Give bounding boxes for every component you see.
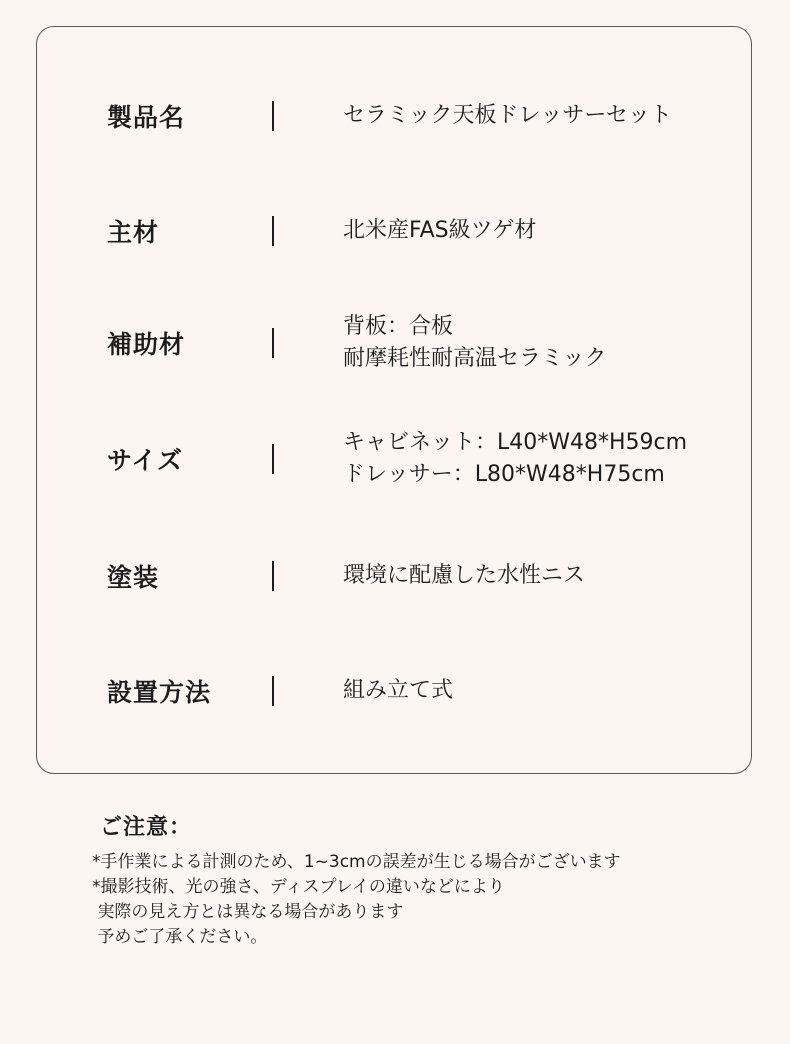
spec-label: サイズ bbox=[107, 446, 184, 475]
spec-value-line: 組み立て式 bbox=[343, 678, 454, 703]
spec-value-line: 耐摩耗性耐高温セラミック bbox=[343, 346, 607, 371]
spec-row-finish bbox=[37, 536, 751, 616]
spec-label: 設置方法 bbox=[107, 678, 212, 707]
spec-label: 補助材 bbox=[107, 330, 186, 359]
spec-divider bbox=[272, 101, 274, 131]
spec-label: 製品名 bbox=[107, 103, 186, 132]
spec-value-line: 背板：合板 bbox=[343, 314, 454, 339]
spec-value-line: 北米産FAS級ツゲ材 bbox=[343, 218, 537, 243]
spec-row-main-material bbox=[37, 191, 751, 271]
spec-value bbox=[343, 560, 585, 592]
spec-value bbox=[343, 675, 453, 707]
notes-list bbox=[92, 850, 752, 950]
spec-table bbox=[36, 26, 752, 774]
spec-value-line: ドレッサー：L80*W48*H75cm bbox=[343, 462, 665, 487]
spec-label: 主材 bbox=[107, 218, 160, 247]
spec-divider bbox=[272, 444, 274, 474]
spec-value bbox=[343, 427, 687, 491]
spec-divider bbox=[272, 676, 274, 706]
spec-divider bbox=[272, 561, 274, 591]
note-line: 実際の見え方とは異なる場合があります bbox=[92, 902, 404, 922]
spec-divider bbox=[272, 216, 274, 246]
spec-value-line: キャビネット：L40*W48*H59cm bbox=[343, 430, 688, 455]
spec-value bbox=[343, 100, 672, 132]
spec-row-size bbox=[37, 419, 751, 499]
note-line: *撮影技術、光の強さ、ディスプレイの違いなどにより bbox=[92, 877, 505, 897]
spec-row-sub-material bbox=[37, 303, 751, 383]
spec-row-installation bbox=[37, 651, 751, 731]
note-line: 予めご了承ください。 bbox=[92, 927, 268, 947]
spec-value-line: セラミック天板ドレッサーセット bbox=[343, 103, 672, 128]
spec-label: 塗装 bbox=[107, 563, 160, 592]
notes-section bbox=[92, 810, 752, 950]
spec-value bbox=[343, 215, 536, 247]
notes-title: ご注意： bbox=[100, 815, 193, 840]
spec-divider bbox=[272, 328, 274, 358]
spec-value-line: 環境に配慮した水性ニス bbox=[343, 563, 586, 588]
spec-value bbox=[343, 311, 607, 375]
note-line: *手作業による計測のため、1~3cmの誤差が生じる場合がございます bbox=[92, 852, 621, 872]
spec-row-product-name bbox=[37, 76, 751, 156]
